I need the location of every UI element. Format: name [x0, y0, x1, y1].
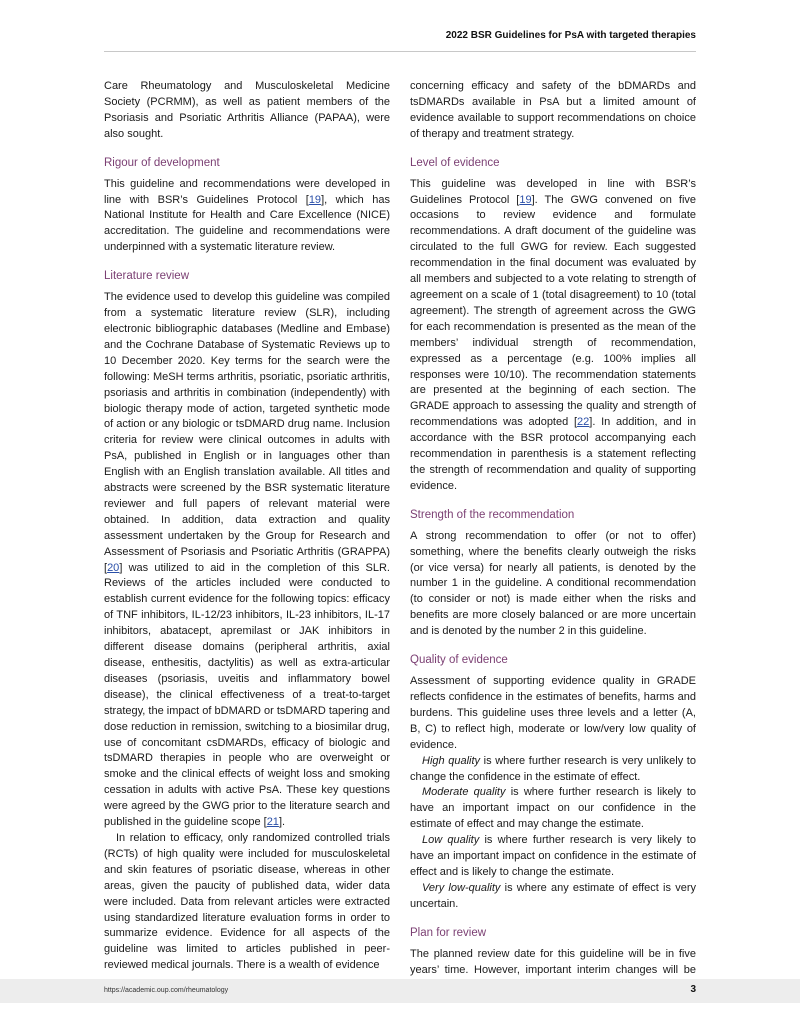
heading-plan-for-review: Plan for review — [410, 926, 487, 939]
header-divider — [104, 51, 696, 52]
heading-level-of-evidence: Level of evidence — [410, 156, 500, 169]
literature-paragraph-2: In relation to efficacy, only randomized controlled trials (RCTs) of high quality were included for musculoskeletal and skin features of psoriatic disease, whereas in other areas, given the paucity of published data, wider data were included. Data from relevant articles were extracted using standardized literature evaluation forms in order to summarize evidence. Evidence for all aspects of the guideline was limited to articles published in peer-reviewed medical journals. There is a wealth of evidence — [104, 831, 390, 972]
ref-link-21[interactable]: 21 — [266, 816, 279, 829]
heading-rigour: Rigour of development — [104, 156, 220, 169]
rigour-paragraph: This guideline and recommendations were developed in line with BSR’s Guidelines Protocol [19], which has National Institute for Health and Care Excellence (NICE) accreditation. The guideline and recommendations were underpinned with a systematic literature review. — [104, 177, 390, 254]
footer-url-link[interactable]: https://academic.oup.com/rheumatology — [104, 987, 229, 994]
ref-link-20[interactable]: 20 — [107, 561, 120, 574]
ref-link-19[interactable]: 19 — [519, 193, 532, 206]
level-paragraph: This guideline was developed in line with BSR’s Guidelines Protocol [19]. The GWG convened on five occasions to review evidence and formulate recommendations. A draft document of the guideline was circulated to the full GWG for review. Each suggested recommendation in the final document was evaluated by all members and subjected to a vote relating to strength of agreement on a scale of 1 (total disagreement) to 10 (total agreement). The strength of agreement across the GWG for each recommendation is presented as the mean of the members’ individual strength of recommendation, expressed as a percentage (e.g. 100% implies all responses were 10/10). The recommendation statements are presented at the beginning of each section. The GRADE approach to assessing the quality and strength of recommendations was adopted [22]. In addition, and in accordance with the BSR protocol accompanying each recommendation in parenthesis is a statement reflecting the strength of recommendation and quality of supporting evidence. — [410, 177, 697, 492]
quality-low: Low quality is where further research is very likely to have an important impact on confidence in the estimate of effect and is likely to change the estimate. — [410, 834, 696, 878]
quality-very-low: Very low-quality is where any estimate of effect is very uncertain. — [410, 881, 697, 910]
literature-paragraph: The evidence used to develop this guideline was compiled from a systematic literature review (SLR), including electronic bibliographic databases (Medline and Embase) and the Cochrane Database of Systematic Reviews up to 10 December 2020. Key terms for the search were the following: MeSH terms arthritis, psoriatic, psoriatic arthritis, psoriasis and arthritis in combination (independently) with biologic therapy mode of action, targeted synthetic mode of action or any biologic or tsDMARD drug name. Inclusion criteria for review were clinical outcomes in adults with PsA, published in English or in languages other than English with an English translation available. All titles and abstracts were screened by the BSR systematic literature reviewer and full papers of relevant material were obtained. In addition, data extraction and quality assessment undertaken by the Group for Research and Assessment of Psoriasis and Psoriatic Arthritis (GRAPPA) [20] was utilized to aid in the completion of this SLR. Reviews of the articles included were conducted to establish current evidence for the following topics: efficacy of TNF inhibitors, IL-12/23 inhibitors, IL-23 inhibitors, IL-17 inhibitors, abatacept, apremilast or JAK inhibitors in different disease domains (peripheral arthritis, axial disease, enthesitis, dactylitis) as well as extra-articular diseases (psoriasis, uveitis and inflammatory bowel disease), the clinical effectiveness of a treat-to-target strategy, the impact of bDMARD or tsDMARD tapering and dose reduction in remission, switching to a biosimilar drug, use of concomitant csDMARDs, efficacy of biologic and tsDMARD therapies in people who are overweight or smoke and the clinical effects of weight loss and smoking cessation in adults with active PsA. These key questions were agreed by the GWG prior to the literature search and published in the guideline scope [21]. — [104, 291, 390, 829]
quality-moderate: Moderate quality is where further research is likely to have an important impact on our confidence in the estimate of effect and may change the estimate. — [410, 786, 697, 831]
page-number: 3 — [690, 984, 696, 995]
heading-strength: Strength of the recommendation — [410, 508, 575, 521]
strength-paragraph: A strong recommendation to offer (or not to offer) something, where the benefits clearly outweigh the risks (or vice versa) for nearly all patients, is denoted by the number 1 in the guideline. A conditional recommendation (to consider or not) is made either when the risks and benefits are more closely balanced or are more uncertain and is denoted by the number 2 in this guideline. — [410, 529, 696, 638]
running-title: 2022 BSR Guidelines for PsA with targeted therapies — [445, 30, 696, 41]
quality-paragraph: Assessment of supporting evidence quality in GRADE reflects confidence in the estimates of benefits, harms and burdens. This guideline uses three levels and a letter (A, B, C) to reflect high, moderate or low/very low quality of evidence. — [410, 675, 696, 751]
ref-link-22[interactable]: 22 — [577, 416, 590, 429]
right-column — [410, 79, 696, 994]
continued-paragraph: concerning efficacy and safety of the bDMARDs and tsDMARDs available in PsA but a limited amount of evidence available to support recommendations on choice of therapy and treatment strategy. — [410, 80, 696, 140]
quality-high: High quality is where further research is very unlikely to change the confidence in the estimate of effect. — [410, 754, 696, 783]
heading-quality: Quality of evidence — [410, 654, 508, 667]
heading-literature-review: Literature review — [104, 270, 190, 283]
plan-paragraph: The planned review date for this guideline will be in five years’ time. However, important interim changes will be — [410, 947, 696, 976]
left-column — [104, 79, 390, 974]
page-footer — [0, 979, 800, 1003]
ref-link-19[interactable]: 19 — [308, 193, 322, 206]
intro-paragraph: Care Rheumatology and Musculoskeletal Medicine Society (PCRMM), as well as patient members of the Psoriasis and Psoriatic Arthritis Alliance (PAPAA), were also sought. — [104, 80, 390, 140]
